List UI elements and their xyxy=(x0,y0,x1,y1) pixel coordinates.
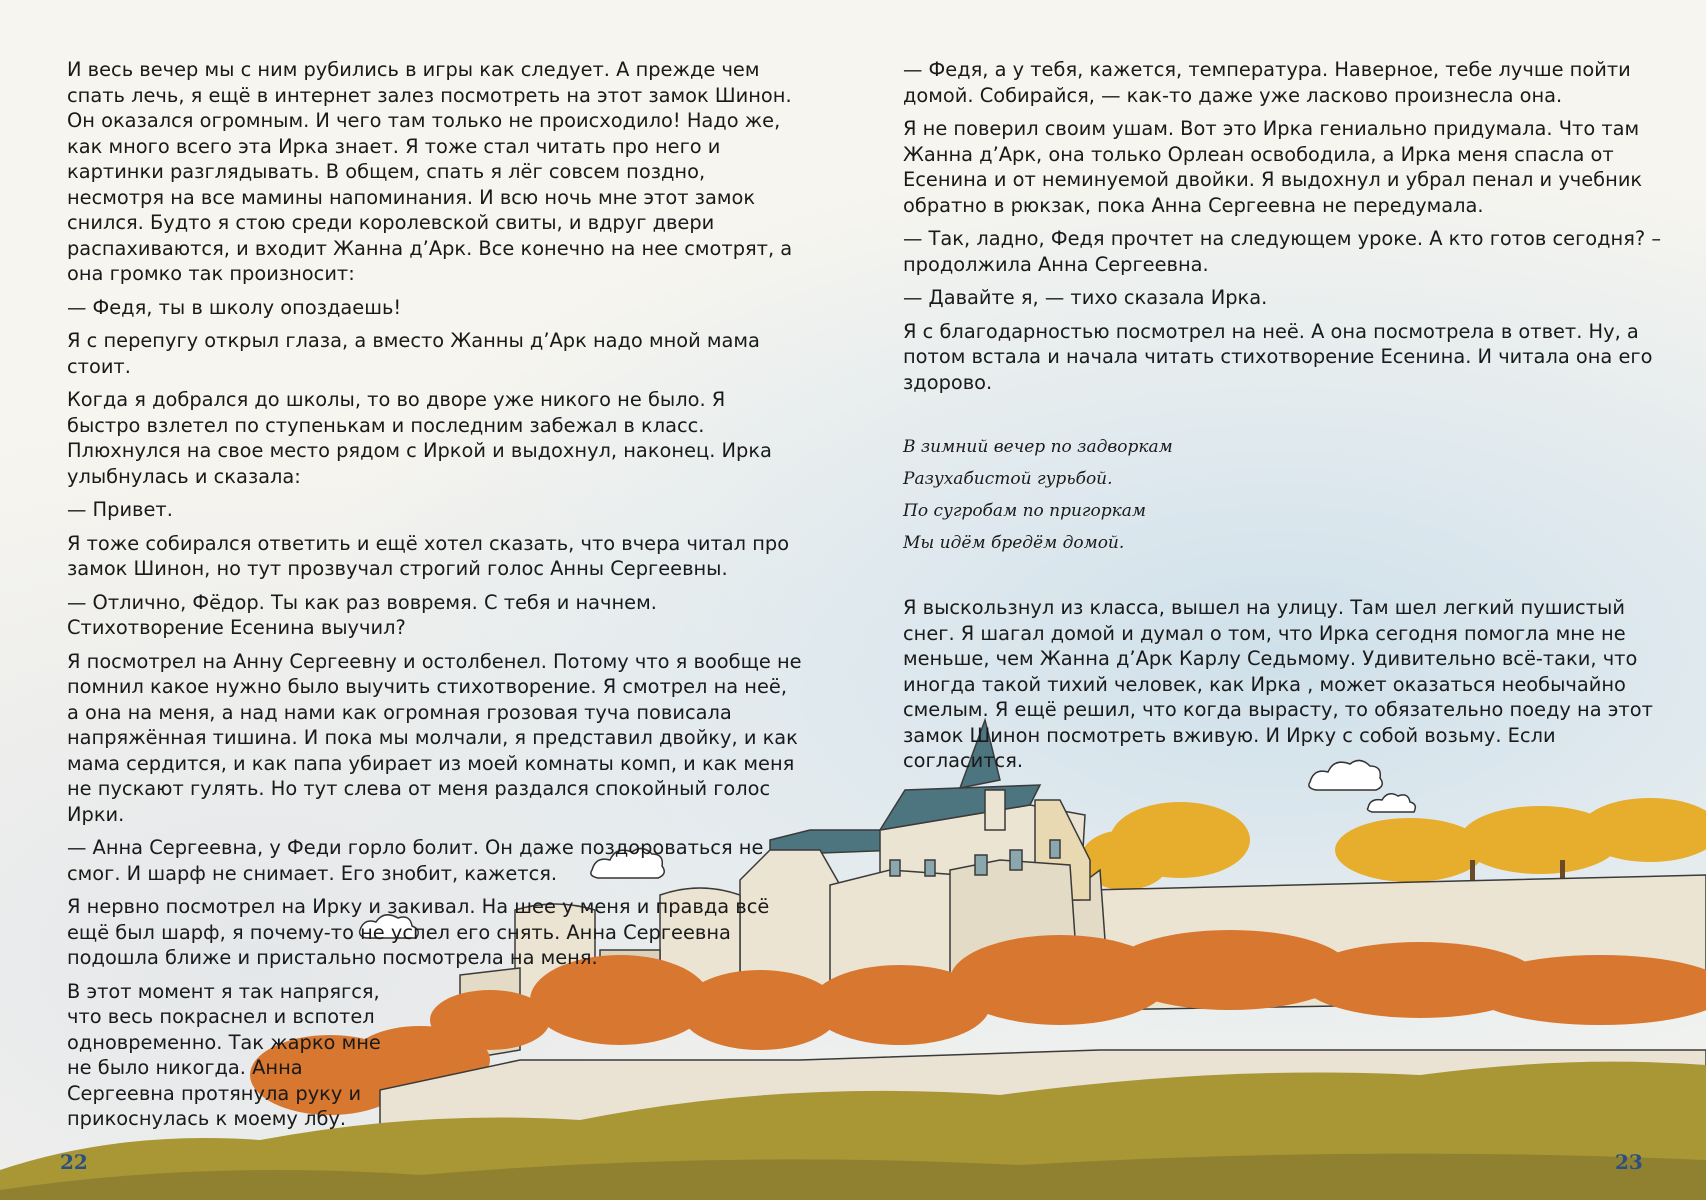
right-page-text xyxy=(903,57,1673,782)
paragraph: — Федя, а у тебя, кажется, температура. Наверное, тебе лучше пойти домой. Собирайся, — как-то даже уже ласково произнесла она. xyxy=(903,58,1631,107)
page-number-right: 23 xyxy=(1615,1150,1643,1174)
paragraph: — Так, ладно, Федя прочтет на следующем уроке. А кто готов сегодня? – продолжила Анна Сергеевна. xyxy=(903,227,1662,276)
poem-line: В зимний вечер по задворкам xyxy=(903,437,1173,457)
paragraph: Я тоже собирался ответить и ещё хотел сказать, что вчера читал про замок Шинон, но тут прозвучал строгий голос Анны Сергеевны. xyxy=(67,531,790,580)
paragraph: Я с перепугу открыл глаза, а вместо Жанны д’Арк надо мной мама стоит. xyxy=(67,329,760,378)
paragraph: Когда я добрался до школы, то во дворе уже никого не было. Я быстро взлетел по ступенькам и последним забежал в класс. Плюхнулся на свое место рядом с Иркой и выдохнул, наконец. Ирка улыбнулась и сказала: xyxy=(67,388,772,488)
paragraph: И весь вечер мы с ним рубились в игры как следует. А прежде чем спать лечь, я ещё в интернет залез посмотреть на этот замок Шинон. Он оказался огромным. И чего там только не происходило! Надо же, как много всего эта Ирка знает. Я тоже стал читать про него и картинки разглядывать. В общем, спать я лёг совсем поздно, несмотря на все мамины напоминания. И всю ночь мне этот замок снился. Будто я стою среди королевской свиты, и вдруг двери распахиваются, и входит Жанна д’Арк. Все конечно на нее смотрят, а она громко так произносит: xyxy=(67,58,793,285)
page-number-left: 22 xyxy=(60,1150,88,1174)
poem-line: По сугробам по пригоркам xyxy=(903,501,1147,521)
paragraph: — Привет. xyxy=(67,498,173,521)
paragraph: Я посмотрел на Анну Сергеевну и остолбенел. Потому что я вообще не помнил какое нужно было выучить стихотворение. Я смотрел на неё, а она на меня, а над нами как огромная грозовая туча повисала напряжённая тишина. И пока мы молчали, я представил двойку, и как мама сердится, и как папа убирает из моей комнаты комп, и как меня не пускают гулять. Но тут слева от меня раздался спокойный голос Ирки. xyxy=(67,649,802,826)
left-page-text xyxy=(67,57,802,1140)
poem-line: Мы идём бредём домой. xyxy=(903,533,1125,553)
paragraph: — Федя, ты в школу опоздаешь! xyxy=(67,295,402,319)
paragraph: Я с благодарностью посмотрел на неё. А она посмотрела в ответ. Ну, а потом встала и начала читать стихотворение Есенина. И читала она его здорово. xyxy=(903,319,1653,394)
paragraph: — Анна Сергеевна, у Феди горло болит. Он даже поздороваться не смог. И шарф не снимает. Его знобит, кажется. xyxy=(67,836,764,885)
poem xyxy=(903,431,1673,559)
cloud-icon xyxy=(1368,794,1416,812)
paragraph: В этот момент я так напрягся, что весь покраснел и вспотел одновременно. Так жарко мне не было никогда. Анна Сергеевна протянула руку и прикоснулась к моему лбу. xyxy=(67,979,381,1130)
paragraph: — Давайте я, — тихо сказала Ирка. xyxy=(903,286,1268,309)
paragraph: — Отлично, Фёдор. Ты как раз вовремя. С тебя и начнем. Стихотворение Есенина выучил? xyxy=(67,590,657,639)
poem-line: Разухабистой гурьбой. xyxy=(903,469,1113,489)
paragraph: Я выскользнул из класса, вышел на улицу. Там шел легкий пушистый снег. Я шагал домой и думал о том, что Ирка сегодня помогла мне не меньше, чем Жанна д’Арк Карлу Седьмому. Удивительно всё-таки, что иногда такой тихий человек, как Ирка , может оказаться необычайно смелым. Я ещё решил, что когда вырасту, то обязательно поеду на этот замок Шинон посмотреть вживую. И Ирку с собой возьму. Если согласится. xyxy=(903,596,1653,772)
paragraph: Я нервно посмотрел на Ирку и закивал. На шее у меня и правда всё ещё был шарф, я почему-то не успел его снять. Анна Сергеевна подошла ближе и пристально посмотрела на меня. xyxy=(67,895,770,969)
paragraph: Я не поверил своим ушам. Вот это Ирка гениально придумала. Что там Жанна д’Арк, она только Орлеан освободила, а Ирка меня спасла от Есенина и от неминуемой двойки. Я выдохнул и убрал пенал и учебник обратно в рюкзак, пока Анна Сергеевна не передумала. xyxy=(903,117,1643,217)
